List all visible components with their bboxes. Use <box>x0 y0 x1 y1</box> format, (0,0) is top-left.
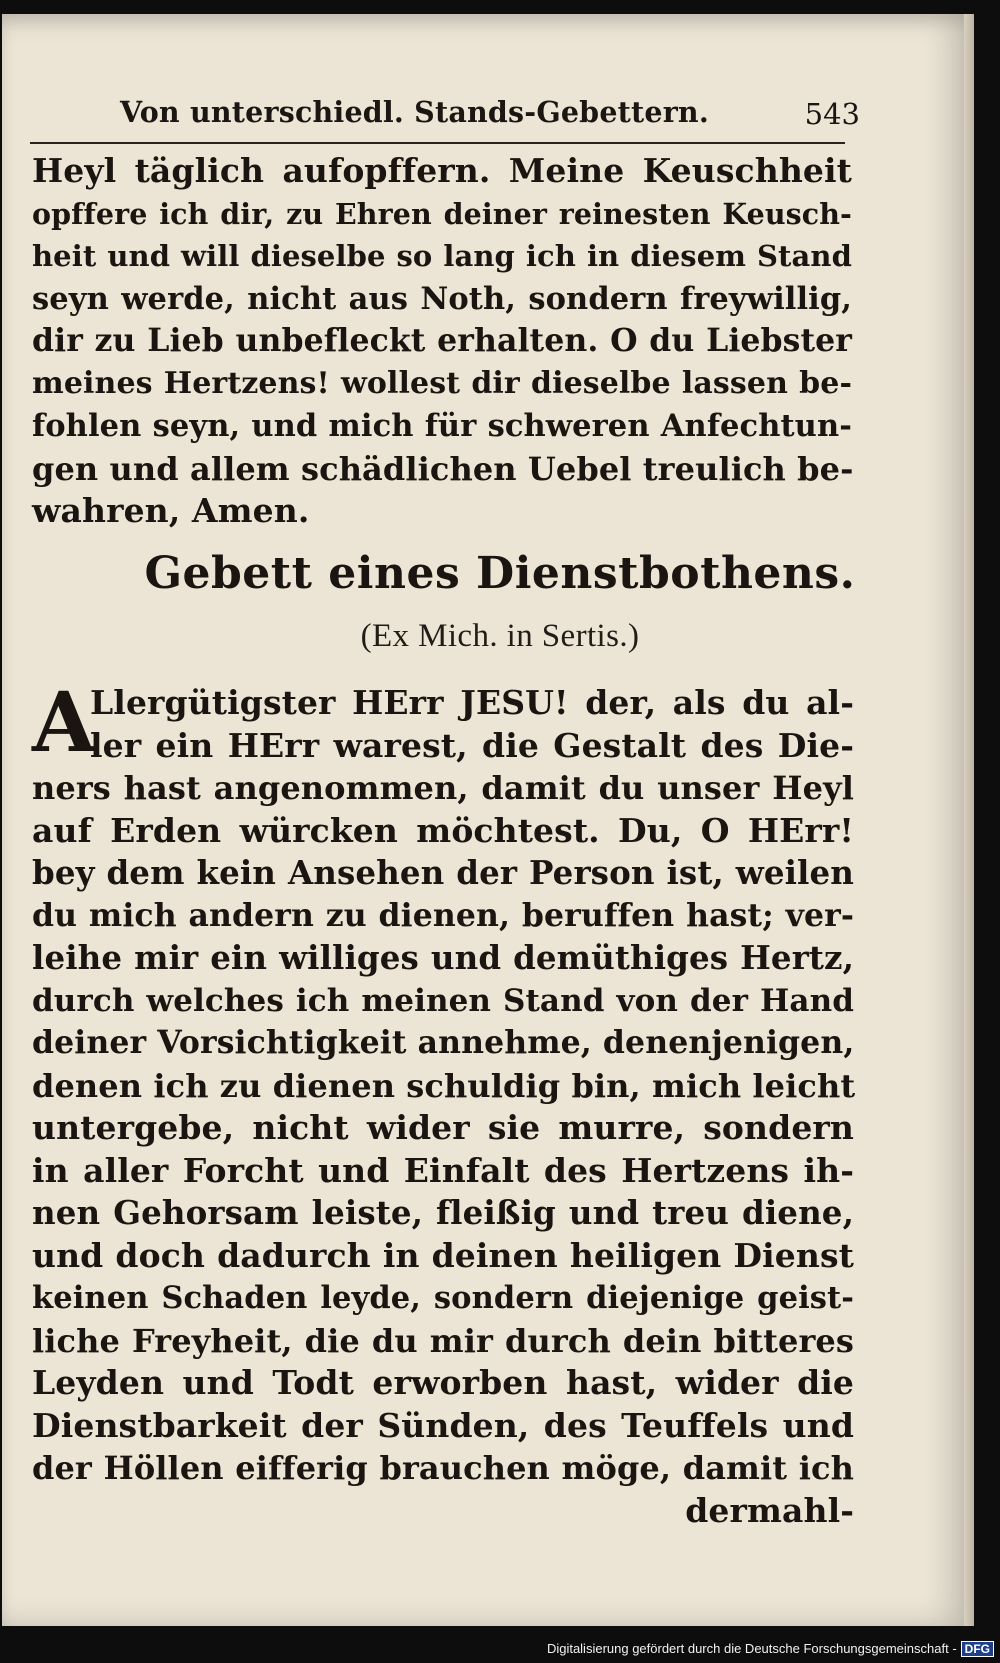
text-line: seyn werde, nicht aus Noth, sondern freywillig, <box>32 280 852 317</box>
text-line: nen Gehorsam leiste, fleißig und treu diene, <box>32 1193 854 1232</box>
text-line: du mich andern zu dienen, beruffen hast; ver- <box>32 896 854 934</box>
prayer-paragraph <box>32 675 856 1532</box>
credit-text: Digitalisierung gefördert durch die Deutsche Forschungsgemeinschaft - <box>546 1641 957 1656</box>
text-line: denen ich zu dienen schuldig bin, mich leicht <box>32 1066 856 1105</box>
page-number: 543 <box>804 97 860 131</box>
text-line: ners hast angenommen, damit du unser Heyl <box>32 769 854 807</box>
text-line: durch welches ich meinen Stand von der Hand <box>32 982 854 1019</box>
digitization-credit <box>547 1641 994 1657</box>
text-line: und doch dadurch in deinen heiligen Dienst <box>32 1235 854 1275</box>
text-line: Dienstbarkeit der Sünden, des Teuffels und <box>32 1405 854 1445</box>
text-line: deiner Vorsichtigkeit annehme, denenjenigen, <box>32 1024 855 1061</box>
header-rule <box>30 142 845 144</box>
catchword: dermahl- <box>685 1490 854 1530</box>
text-line: fohlen seyn, und mich für schweren Anfechtun- <box>32 408 852 444</box>
text-line: Leyden und Todt erworben hast, wider die <box>32 1363 854 1402</box>
text-line: heit und will dieselbe so lang ich in diesem Stand <box>32 239 852 273</box>
text-line: Llergütigster HErr JESU! der, als du al- <box>90 683 854 722</box>
text-line: meines Hertzens! wollest dir dieselbe lassen be- <box>32 365 852 401</box>
text-line: ler ein HErr warest, die Gestalt des Die- <box>90 725 854 765</box>
source-citation: (Ex Mich. in Sertis.) <box>360 618 640 654</box>
text-line: auf Erden würcken möchtest. Du, O HErr! <box>32 810 854 850</box>
text-line: untergebe, nicht wider sie murre, sondern <box>32 1108 854 1147</box>
page-header <box>120 95 860 135</box>
text-line: gen und allem schädlichen Uebel treulich be- <box>32 449 854 488</box>
running-head: Von unterschiedl. Stands-Gebettern. <box>120 95 709 129</box>
dfg-logo: DFG <box>961 1641 994 1657</box>
drop-cap: A <box>32 675 96 771</box>
text-line: Heyl täglich aufopffern. Meine Keuschheit <box>32 151 852 190</box>
text-line: keinen Schaden leyde, sondern diejenige geist- <box>32 1280 854 1316</box>
text-line: der Höllen eifferig brauchen möge, damit ich <box>32 1449 854 1487</box>
paragraph-continued <box>32 150 852 533</box>
page-edge <box>964 14 974 1626</box>
text-line: wahren, Amen. <box>32 491 310 530</box>
section-title: Gebett eines Dienstbothens. <box>144 548 856 599</box>
text-line: bey dem kein Ansehen der Person ist, weilen <box>32 853 854 892</box>
text-line: opffere ich dir, zu Ehren deiner reinesten Keusch- <box>32 196 852 231</box>
text-line: liche Freyheit, die du mir durch dein bitteres <box>32 1321 854 1360</box>
text-line: dir zu Lieb unbefleckt erhalten. O du Liebster <box>32 322 852 359</box>
text-line: leihe mir ein williges und demüthiges Hertz, <box>32 938 854 977</box>
text-line: in aller Forcht und Einfalt des Hertzens ih- <box>32 1150 854 1190</box>
